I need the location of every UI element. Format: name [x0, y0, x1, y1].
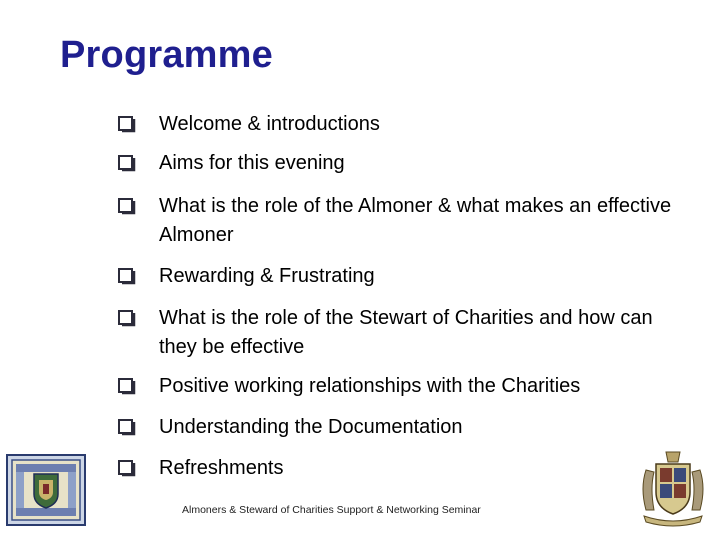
- hollow-square-bullet-icon: [118, 454, 138, 483]
- bullet-item: [118, 413, 679, 442]
- bullet-text: Positive working relationships with the Charities: [159, 375, 581, 397]
- hollow-square-bullet-icon: [118, 413, 138, 442]
- hollow-square-bullet-icon: [118, 304, 138, 333]
- hollow-square-bullet-icon: [118, 372, 138, 401]
- bullet-item: [118, 454, 679, 483]
- hollow-square-bullet-icon: [118, 110, 138, 139]
- bullet-item: [118, 110, 679, 139]
- bullet-item: [118, 192, 679, 250]
- hollow-square-bullet-icon: [118, 262, 138, 291]
- hollow-square-bullet-icon: [118, 192, 138, 221]
- provincial-crest-icon: [6, 454, 86, 526]
- bullet-item: [118, 304, 679, 362]
- bullet-text: What is the role of the Stewart of Charities and how can they be effective: [159, 307, 653, 358]
- bullet-text: Aims for this evening: [159, 152, 345, 174]
- bullet-text: What is the role of the Almoner & what makes an effective Almoner: [159, 195, 672, 246]
- bullet-text: Understanding the Documentation: [159, 416, 463, 438]
- bullet-item: [118, 149, 679, 178]
- slide-title: Programme: [60, 34, 273, 76]
- coat-of-arms-icon: [636, 448, 710, 528]
- footer-text: Almoners & Steward of Charities Support & Networking Seminar: [182, 504, 481, 516]
- hollow-square-bullet-icon: [118, 149, 138, 178]
- bullet-text: Refreshments: [159, 457, 284, 479]
- bullet-text: Rewarding & Frustrating: [159, 265, 375, 287]
- bullet-item: [118, 262, 679, 291]
- bullet-text: Welcome & introductions: [159, 113, 380, 135]
- bullet-item: [118, 372, 679, 401]
